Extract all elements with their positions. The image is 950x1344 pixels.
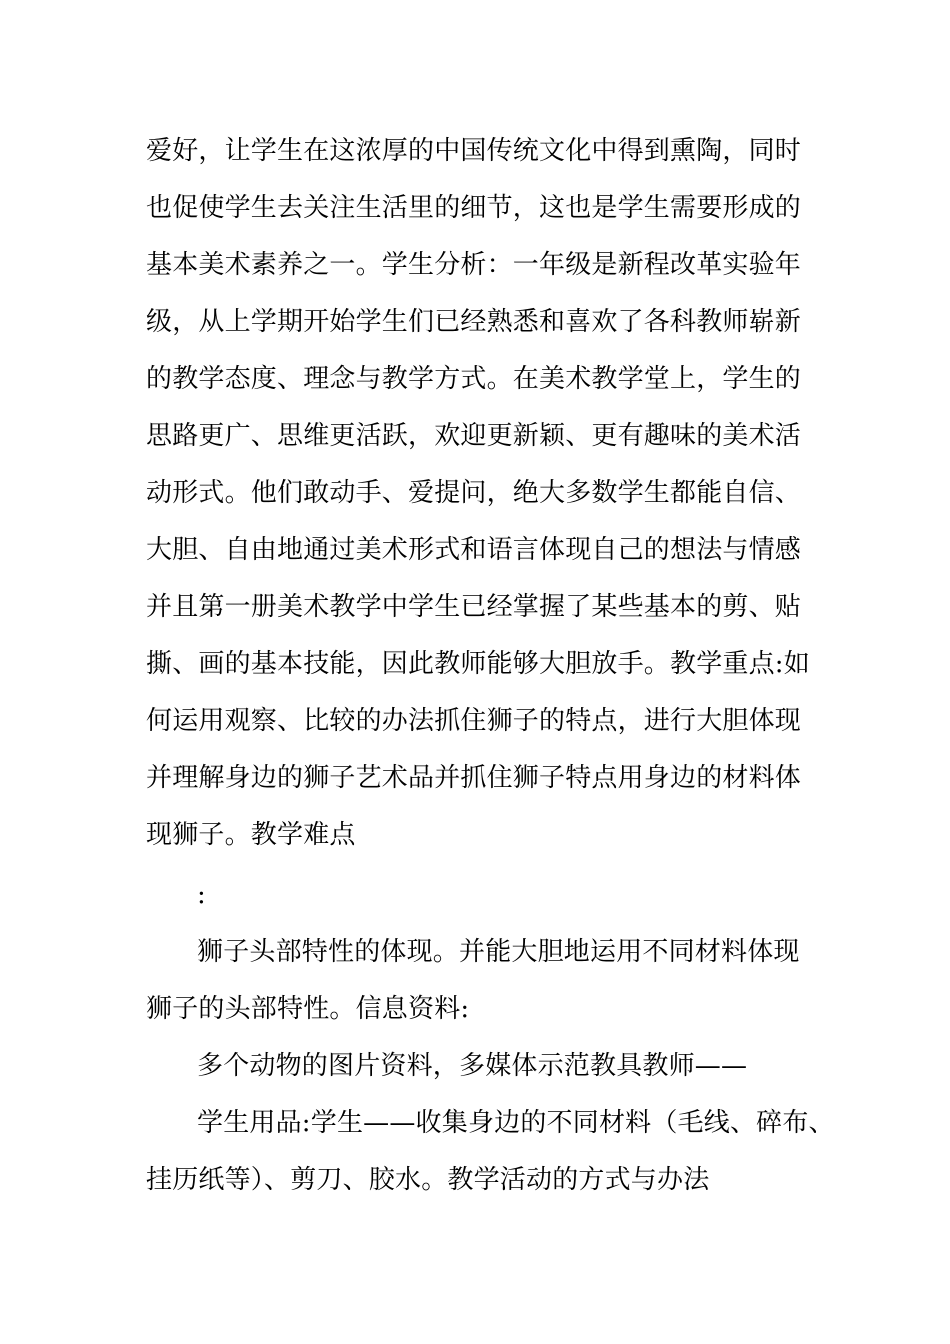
- text-line: 狮子头部特性的体现。并能大胆地运用不同材料体现: [197, 937, 800, 967]
- text-line: 何运用观察、比较的办法抓住狮子的特点，进行大胆体现: [146, 706, 802, 736]
- text-line: 大胆、自由地通过美术形式和语言体现自己的想法与情感: [146, 535, 802, 565]
- text-line: 挂历纸等）、剪刀、胶水。教学活动的方式与办法: [146, 1165, 710, 1195]
- text-line: :: [197, 880, 206, 910]
- text-line: 多个动物的图片资料，多媒体示范教具教师——: [197, 1051, 748, 1081]
- text-line: 动形式。他们敢动手、爱提问，绝大多数学生都能自信、: [146, 478, 802, 508]
- text-line: 思路更广、思维更活跃，欢迎更新颖、更有趣味的美术活: [146, 421, 802, 451]
- text-line: 级，从上学期开始学生们已经熟悉和喜欢了各科教师崭新: [146, 307, 802, 337]
- text-line: 并且第一册美术教学中学生已经掌握了某些基本的剪、贴: [146, 592, 802, 622]
- text-line: 学生用品:学生——收集身边的不同材料（毛线、碎布、: [197, 1108, 835, 1138]
- text-line: 撕、画的基本技能，因此教师能够大胆放手。教学重点:如: [146, 649, 810, 679]
- text-line: 的教学态度、理念与教学方式。在美术教学堂上，学生的: [146, 364, 802, 394]
- text-line: 现狮子。教学难点: [146, 820, 356, 850]
- text-line: 也促使学生去关注生活里的细节，这也是学生需要形成的: [146, 193, 802, 223]
- text-line: 狮子的头部特性。信息资料:: [146, 994, 470, 1024]
- text-line: 并理解身边的狮子艺术品并抓住狮子特点用身边的材料体: [146, 763, 802, 793]
- text-line: 基本美术素养之一。学生分析：一年级是新程改革实验年: [146, 250, 802, 280]
- text-line: 爱好，让学生在这浓厚的中国传统文化中得到熏陶，同时: [146, 136, 802, 166]
